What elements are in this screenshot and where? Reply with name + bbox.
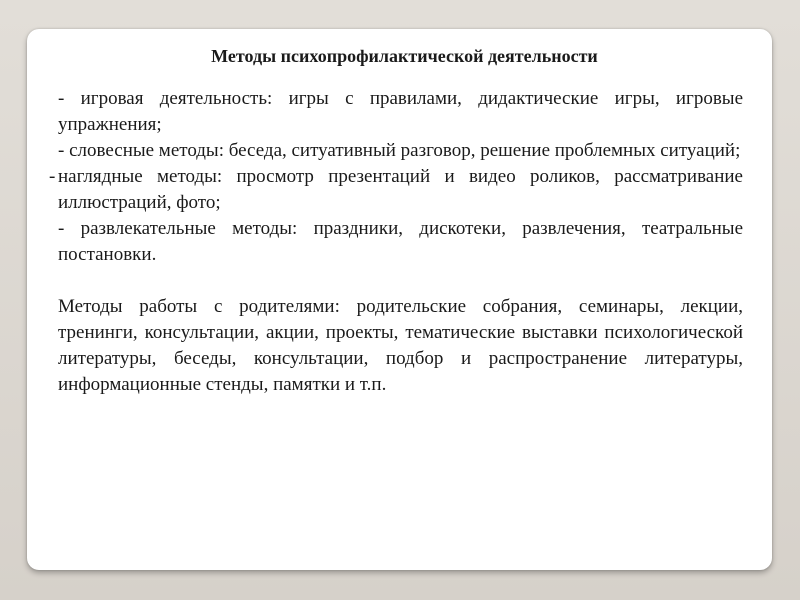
list-item-game-activity: - игровая деятельность: игры с правилами, дидактические игры, игровые упражнения; — [58, 88, 743, 135]
slide-title: Методы психопрофилактической деятельности — [211, 46, 598, 66]
slide-content — [49, 43, 743, 398]
list-dash: - — [49, 166, 56, 187]
list-item-verbal-methods: - словесные методы: беседа, ситуативный разговор, решение проблемных ситуаций; — [58, 140, 741, 161]
parents-methods-paragraph: Методы работы с родителями: родительские собрания, семинары, лекции, тренинги, консультации, акции, проекты, тематические выставки психологической литературы, беседы, консультации, подбор и распространение литературы, информационные стенды, памятки и т.п. — [58, 296, 743, 395]
methods-list — [49, 86, 743, 268]
list-item-entertainment-methods: - развлекательные методы: праздники, дискотеки, развлечения, театральные постановки. — [58, 218, 743, 265]
list-item-visual-methods — [49, 164, 743, 216]
spacer — [58, 268, 743, 294]
list-item-visual-methods-text: наглядные методы: просмотр презентаций и видео роликов, рассматривание иллюстраций, фото; — [58, 166, 743, 213]
